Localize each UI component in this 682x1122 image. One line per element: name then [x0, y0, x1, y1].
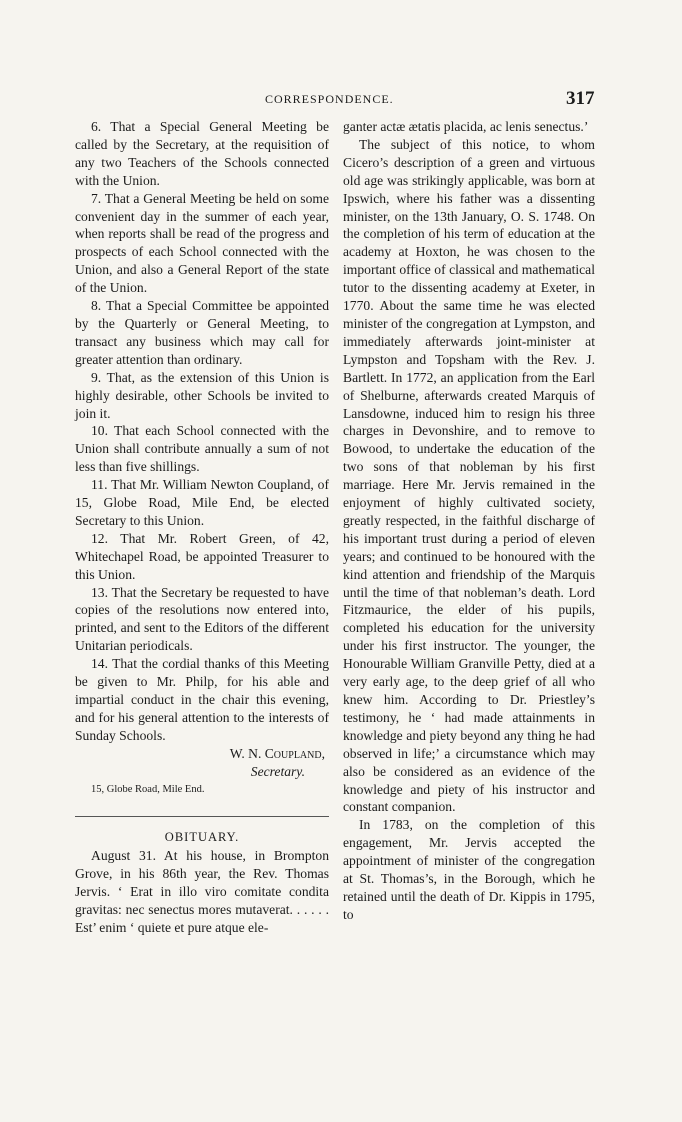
signature-address: 15, Globe Road, Mile End.: [91, 783, 205, 795]
resolution-14: 14. That the cordial thanks of this Meeting be given to Mr. Philp, for his able and impartial conduct in the chair this evening, and for his general attention to the interests of Sunday Schools.: [75, 656, 329, 743]
resolution-13: 13. That the Secretary be requested to have copies of the resolutions now entered into, printed, and sent to the Editors of the different Unitarian periodicals.: [75, 584, 329, 654]
resolution-7: 7. That a General Meeting be held on some convenient day in the summer of each year, when reports shall be read of the progress and prospects of each School connected with the Union, and also a General Report of the state of the Union.: [75, 190, 329, 296]
signature-name: W. N. Coupland,: [229, 745, 325, 761]
resolution-12: 12. That Mr. Robert Green, of 42, Whitechapel Road, be appointed Treasurer to this Union.: [75, 530, 329, 582]
right-column: [343, 118, 595, 924]
obituary-opening: August 31. At his house, in Brompton Grove, in his 86th year, the Rev. Thomas Jervis. ‘ Erat in illo viro comitate condita gravitas: nec senectus mores mutaverat. . . . . . Est’ enim ‘ quiete et pure atque ele-: [75, 848, 329, 935]
obituary-quote-continuation: ganter actæ ætatis placida, ac lenis senectus.’: [343, 119, 589, 134]
resolution-8: 8. That a Special Committee be appointed by the Quarterly or General Meeting, to transact any business which may call for greater attention than ordinary.: [75, 298, 329, 367]
resolution-10: 10. That each School connected with the Union shall contribute annually a sum of not less than five shillings.: [75, 423, 329, 475]
resolution-6: 6. That a Special General Meeting be called by the Secretary, at the requisition of any two Teachers of the Schools connected with the Union.: [75, 119, 329, 188]
resolution-9: 9. That, as the extension of this Union is highly desirable, other Schools be invited to join it.: [75, 369, 329, 421]
section-divider: [75, 816, 329, 817]
page-header: [0, 88, 682, 112]
running-title: CORRESPONDENCE.: [265, 92, 394, 106]
obituary-body: The subject of this notice, to whom Cicero’s description of a green and virtuous old age was strikingly applicable, was born at Ipswich, where his father was a dissenting minister, on the 13th January, O. S. 1748. On the completion of his term of education at the academy at Hoxton, he was chosen to the important office of classical and mathematical tutor to the dissenting academy at Exeter, in 1770. About the same time he was elected minister of the congregation at Lympston, and immediately afterwards joint-minister at Lympston and Topsham with the Rev. J. Bartlett. In 1772, an application from the Earl of Shelburne, afterwards created Marquis of Lansdowne, induced him to resign his three charges in Devonshire, and to remove to Bowood, to undertake the education of the two sons of that nobleman by his first marriage. Here Mr. Jervis remained in the enjoyment of highly cultivated society, greatly respected, in the faithful discharge of his important trust during a period of eleven years; and continued to be honoured with the kind attention and friendship of the Marquis until the time of that nobleman’s death. Lord Fitzmaurice, the elder of his pupils, completed his education for the university under his first instructor. The younger, the Honourable William Granville Petty, died at a very early age, to the deep grief of all who knew him. According to Dr. Priestley’s testimony, he ‘ had made attainments in knowledge and piety beyond any thing he had observed in life;’ a circumstance which may also be considered as an evidence of the knowledge and piety of his instructor and constant companion.: [343, 136, 595, 815]
signature-role: Secretary.: [250, 763, 305, 779]
obituary-body-continued: In 1783, on the completion of this engagement, Mr. Jervis accepted the appointment of minister of the congregation at St. Thomas’s, in the Borough, which he retained until the death of Dr. Kippis in 1795, to: [343, 817, 595, 922]
left-column: [75, 118, 329, 937]
page-number: 317: [566, 88, 595, 109]
obituary-heading: OBITUARY.: [164, 830, 240, 845]
resolution-11: 11. That Mr. William Newton Coupland, of 15, Globe Road, Mile End, be elected Secretary to this Union.: [75, 477, 329, 528]
